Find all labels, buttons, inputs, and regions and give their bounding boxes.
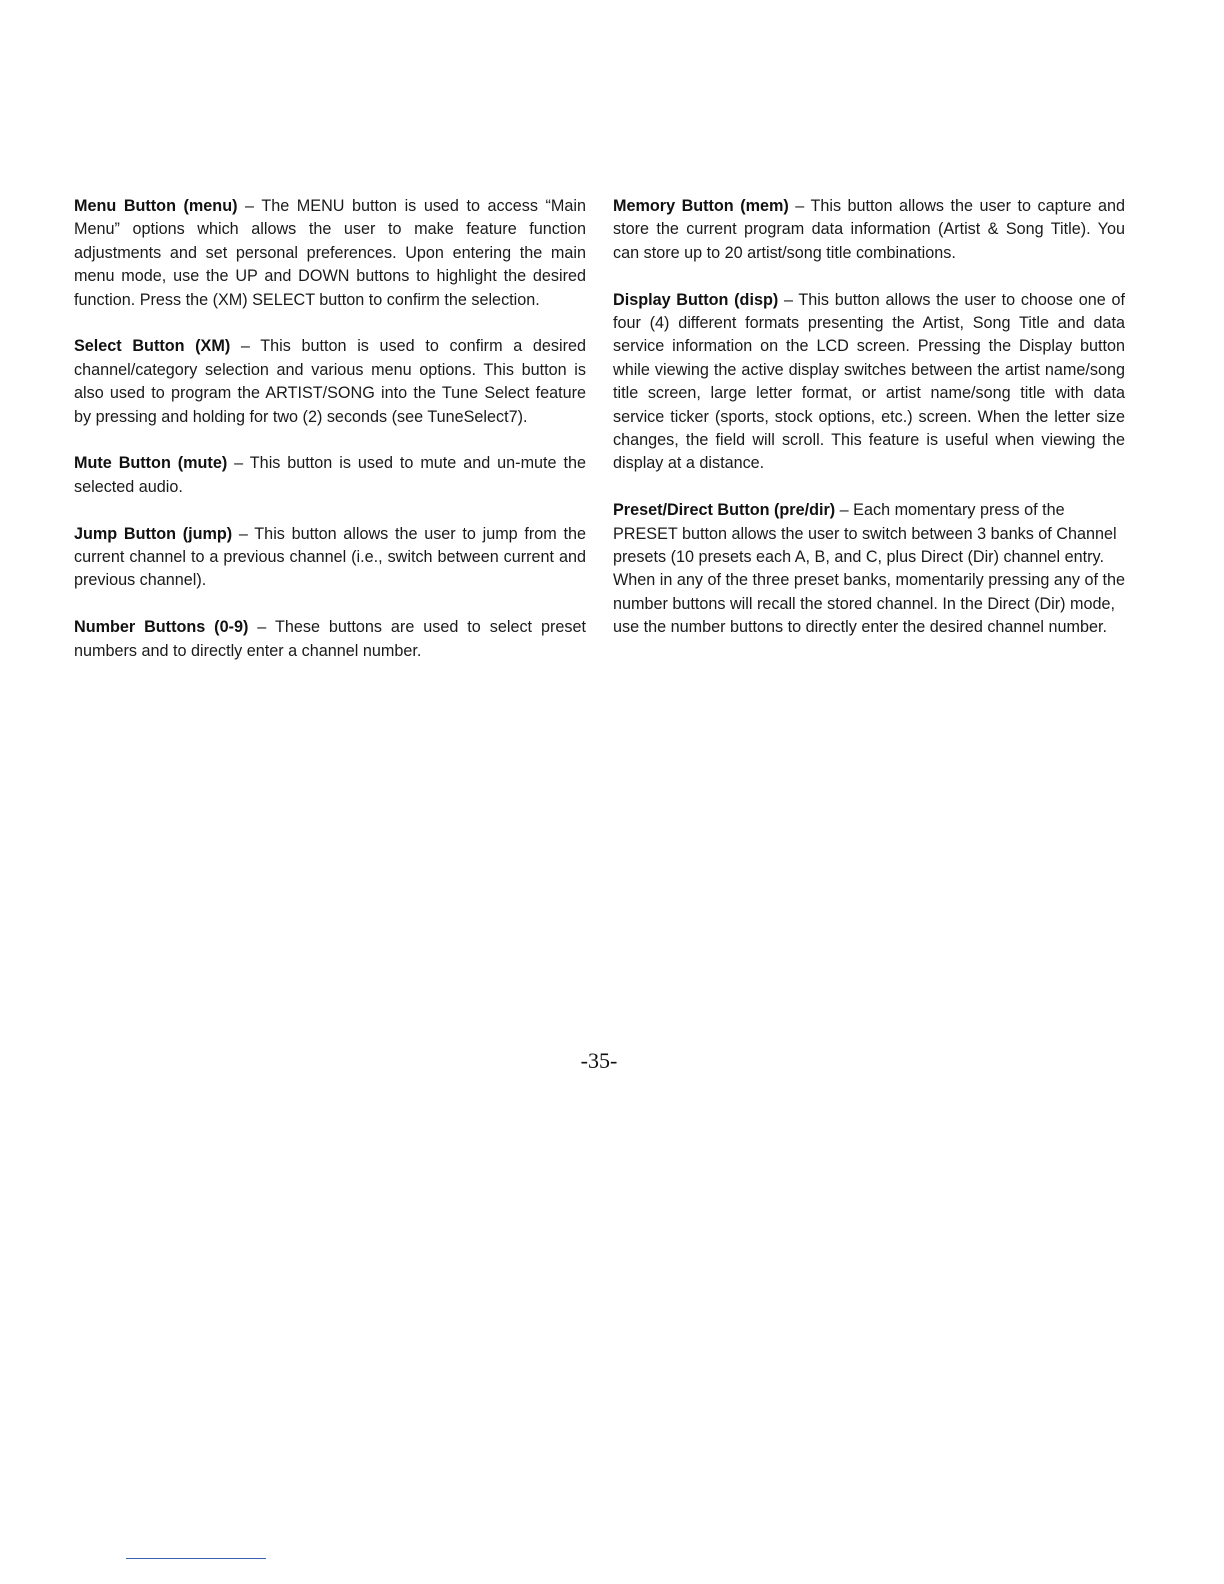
paragraph-gap: [74, 429, 586, 452]
paragraph-gap: [74, 499, 586, 522]
entry-description: These buttons are used to select preset numbers and to directly enter a channel number.: [74, 618, 586, 660]
entry-description: This button allows the user to jump from the current channel to a previous channel (i.e., switch between current and previous channel).: [74, 524, 586, 590]
select-button-entry: [74, 335, 586, 429]
entry-term: Mute Button (mute): [74, 454, 228, 473]
entry-description: The MENU button is used to access “Main Menu” options which allows the user to make feature function adjustments and set personal preferences. Upon entering the main menu mode, use the UP and DOWN buttons to highlight the desired function. Press the (XM) SELECT button to confirm the selection.: [74, 197, 586, 309]
entry-description: Each momentary press of the PRESET button allows the user to switch between 3 banks of Channel presets (10 presets each A, B, and C, plus Direct (Dir) channel entry. When in any of the three preset banks, momentarily pressing any of the number buttons will recall the stored channel. In the Direct (Dir) mode, use the number buttons to directly enter the desired channel number.: [613, 501, 1125, 637]
paragraph-gap: [613, 476, 1125, 499]
paragraph-gap: [613, 265, 1125, 288]
right-column: [613, 195, 1125, 640]
entry-term: Preset/Direct Button (pre/dir): [613, 501, 836, 520]
entry-description: This button allows the user to capture and store the current program data information (Artist & Song Title). You can store up to 20 artist/song title combinations.: [613, 197, 1125, 262]
entry-description: This button is used to mute and un-mute the selected audio.: [74, 454, 586, 496]
entry-separator: –: [788, 197, 811, 215]
entry-description: This button allows the user to choose one of four (4) different formats presenting the Artist, Song Title and data service information on the LCD screen. Pressing the Display button while viewing the active display switches between the artist name/song title screen, large letter format, or artist name/song title with data service ticker (sports, stock options, etc.) screen. When the letter size changes, the field will scroll. This feature is useful when viewing the display at a distance.: [613, 290, 1125, 473]
entry-separator: –: [835, 501, 854, 520]
footer-rule: [126, 1558, 266, 1559]
entry-separator: –: [778, 290, 799, 309]
paragraph-gap: [74, 593, 586, 616]
entry-separator: –: [237, 197, 262, 215]
entry-separator: –: [227, 454, 250, 473]
entry-term: Memory Button (mem): [613, 197, 789, 215]
menu-button-entry: [74, 195, 586, 312]
entry-description: This button is used to confirm a desired channel/category selection and various menu options. This button is also used to program the ARTIST/SONG into the Tune Select feature by pressing and holding for two (2) seconds (see TuneSelect7).: [74, 337, 586, 426]
entry-term: Menu Button (menu): [74, 197, 238, 215]
memory-button-entry: [613, 195, 1125, 265]
mute-button-entry: [74, 452, 586, 499]
entry-separator: –: [232, 524, 255, 543]
page-number: -35-: [580, 1048, 618, 1073]
preset-direct-button-entry: [613, 499, 1125, 639]
entry-term: Jump Button (jump): [74, 524, 233, 543]
entry-separator: –: [248, 618, 275, 637]
paragraph-gap: [74, 312, 586, 335]
entry-term: Display Button (disp): [613, 290, 779, 309]
display-button-entry: [613, 289, 1125, 476]
left-column: [74, 195, 586, 663]
jump-button-entry: [74, 523, 586, 593]
number-buttons-entry: [74, 616, 586, 663]
entry-term: Number Buttons (0-9): [74, 618, 249, 637]
entry-separator: –: [230, 337, 261, 356]
entry-term: Select Button (XM): [74, 337, 231, 356]
